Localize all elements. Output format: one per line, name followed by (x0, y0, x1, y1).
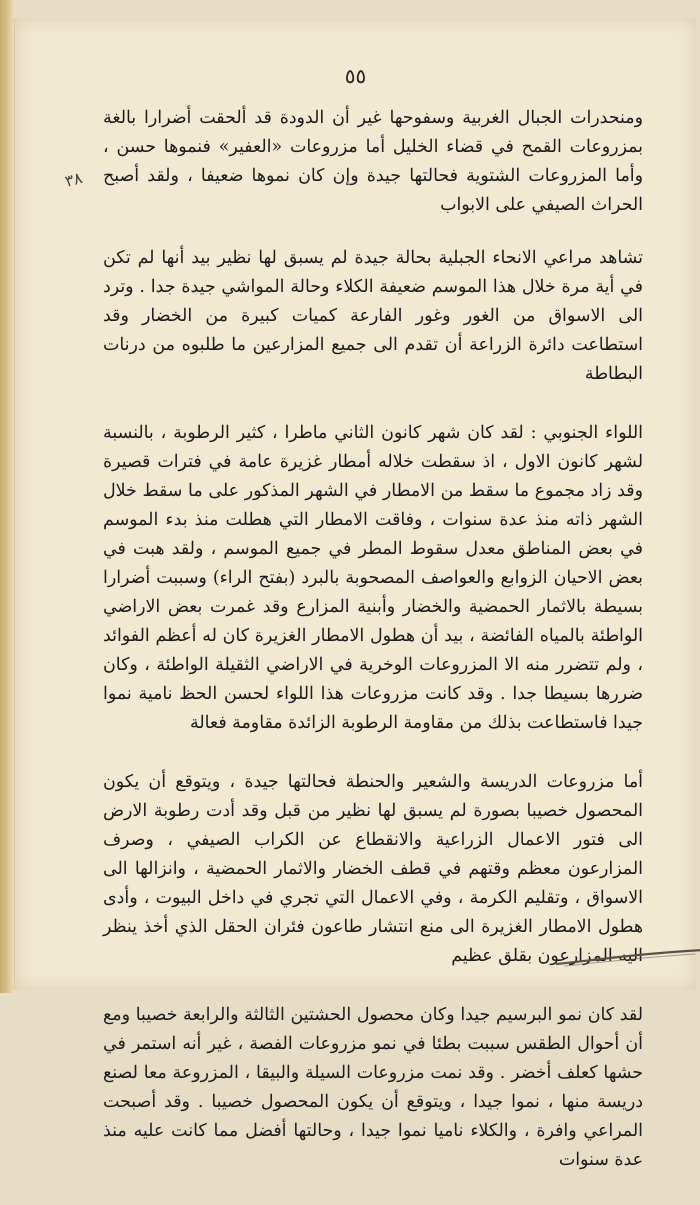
paragraph-2: تشاهد مراعي الانحاء الجبلية بحالة جيدة لم يسبق لها نظير بيد أنها لم تكن في أية مرة خلال هذا الموسم ضعيفة الكلاء وحالة المواشي جيدة جدا . وترد الى الاسواق من الغور وغور الفارعة كميات كبيرة من الخضار وقد استطاعت دائرة الزراعة أن تقدم الى جميع المزارعين ما طلبوه من درنات البطاطة (103, 248, 643, 384)
margin-annotation: ٣٨ (62, 168, 85, 191)
paragraph-3-body: لقد كان شهر كانون الثاني ماطرا ، كثير الرطوبة ، بالنسبة لشهر كانون الاول ، اذ سقطت خلاله أمطار غزيرة عامة في فترات قصيرة وقد زاد مجموع ما سقط من الامطار في الشهر المذكور على ما سقط خلال الشهر ذاته منذ عدة سنوات ، وفاقت الامطار التي هطلت منذ بدء الموسم في بعض المناطق معدل سقوط المطر في جميع الموسم ، ولقد هبت في بعض الاحيان الزوابع والعواصف المصحوبة بالبرد (بفتح الراء) وسببت أضرارا بسيطة بالاثمار الحمضية والخضار وأبنية المزارع وقد غمرت بعض الاراضي الواطئة بالمياه الفائضة ، بيد أن هطول الامطار الغزيرة كان له أعظم الفوائد ، ولم تتضرر منه الا المزروعات الوخرية في الاراضي الثقيلة الواطئة ، وكان ضررها بسيطا جدا . وقد كانت مزروعات هذا اللواء لحسن الحظ نامية نموا جيدا فاستطاعت بذلك من مقاومة الرطوبة الزائدة مقاومة فعالة (103, 423, 643, 733)
page-number: ٥٥ (344, 64, 367, 88)
document-body (103, 104, 643, 1205)
paragraph-3 (103, 419, 643, 738)
pen-stroke-mark (555, 946, 700, 968)
paragraph-5: لقد كان نمو البرسيم جيدا وكان محصول الحشتين الثالثة والرابعة خصيبا ومع أن أحوال الطقس سببت بطئا في نمو مزروعات الفصة ، غير أنه استمر في حشها كعلف أخضر . وقد نمت مزروعات السيلة والبيقا ، المزروعة معا لصنع دريسة منها ، نموا جيدا ، ويتوقع أن يكون المحصول خصيبا . وقد أصبحت المراعي وافرة ، والكلاء ناميا نموا جيدا ، وحالتها أفضل مما كانت عليه منذ عدة سنوات (103, 1005, 643, 1170)
paragraph-1: ومنحدرات الجبال الغربية وسفوحها غير أن الدودة قد ألحقت أضرارا بالغة بمزروعات القمح في قضاء الخليل أما مزروعات «العفير» فنموها حسن ، وأما المزروعات الشتوية فحالتها جيدة وإن كان نموها ضعيفا ، ولقد أصبح الحراث الصيفي على الابواب (103, 108, 643, 215)
section-title-southern-district: اللواء الجنوبي : (530, 423, 643, 443)
paragraph-4: أما مزروعات الدريسة والشعير والحنطة فحالتها جيدة ، ويتوقع أن يكون المحصول خصيبا بصورة لم يسبق لها نظير من قبل وقد أدت رطوبة الارض الى فتور الاعمال الزراعية والانقطاع عن الكراب الصيفي ، وصرف المزارعون معظم وقتهم في قطف الخضار والاثمار الحمضية ، وانزالها الى الاسواق ، وتقليم الكرمة ، وفي الاعمال التي تجري في داخل البيوت ، وأدى هطول الامطار الغزيرة الى منع انتشار طاعون فئران الحقل الذي أخذ ينظر اليه المزارعون بقلق عظيم (103, 772, 643, 966)
book-binding (0, 0, 14, 993)
document-page (14, 18, 696, 1170)
